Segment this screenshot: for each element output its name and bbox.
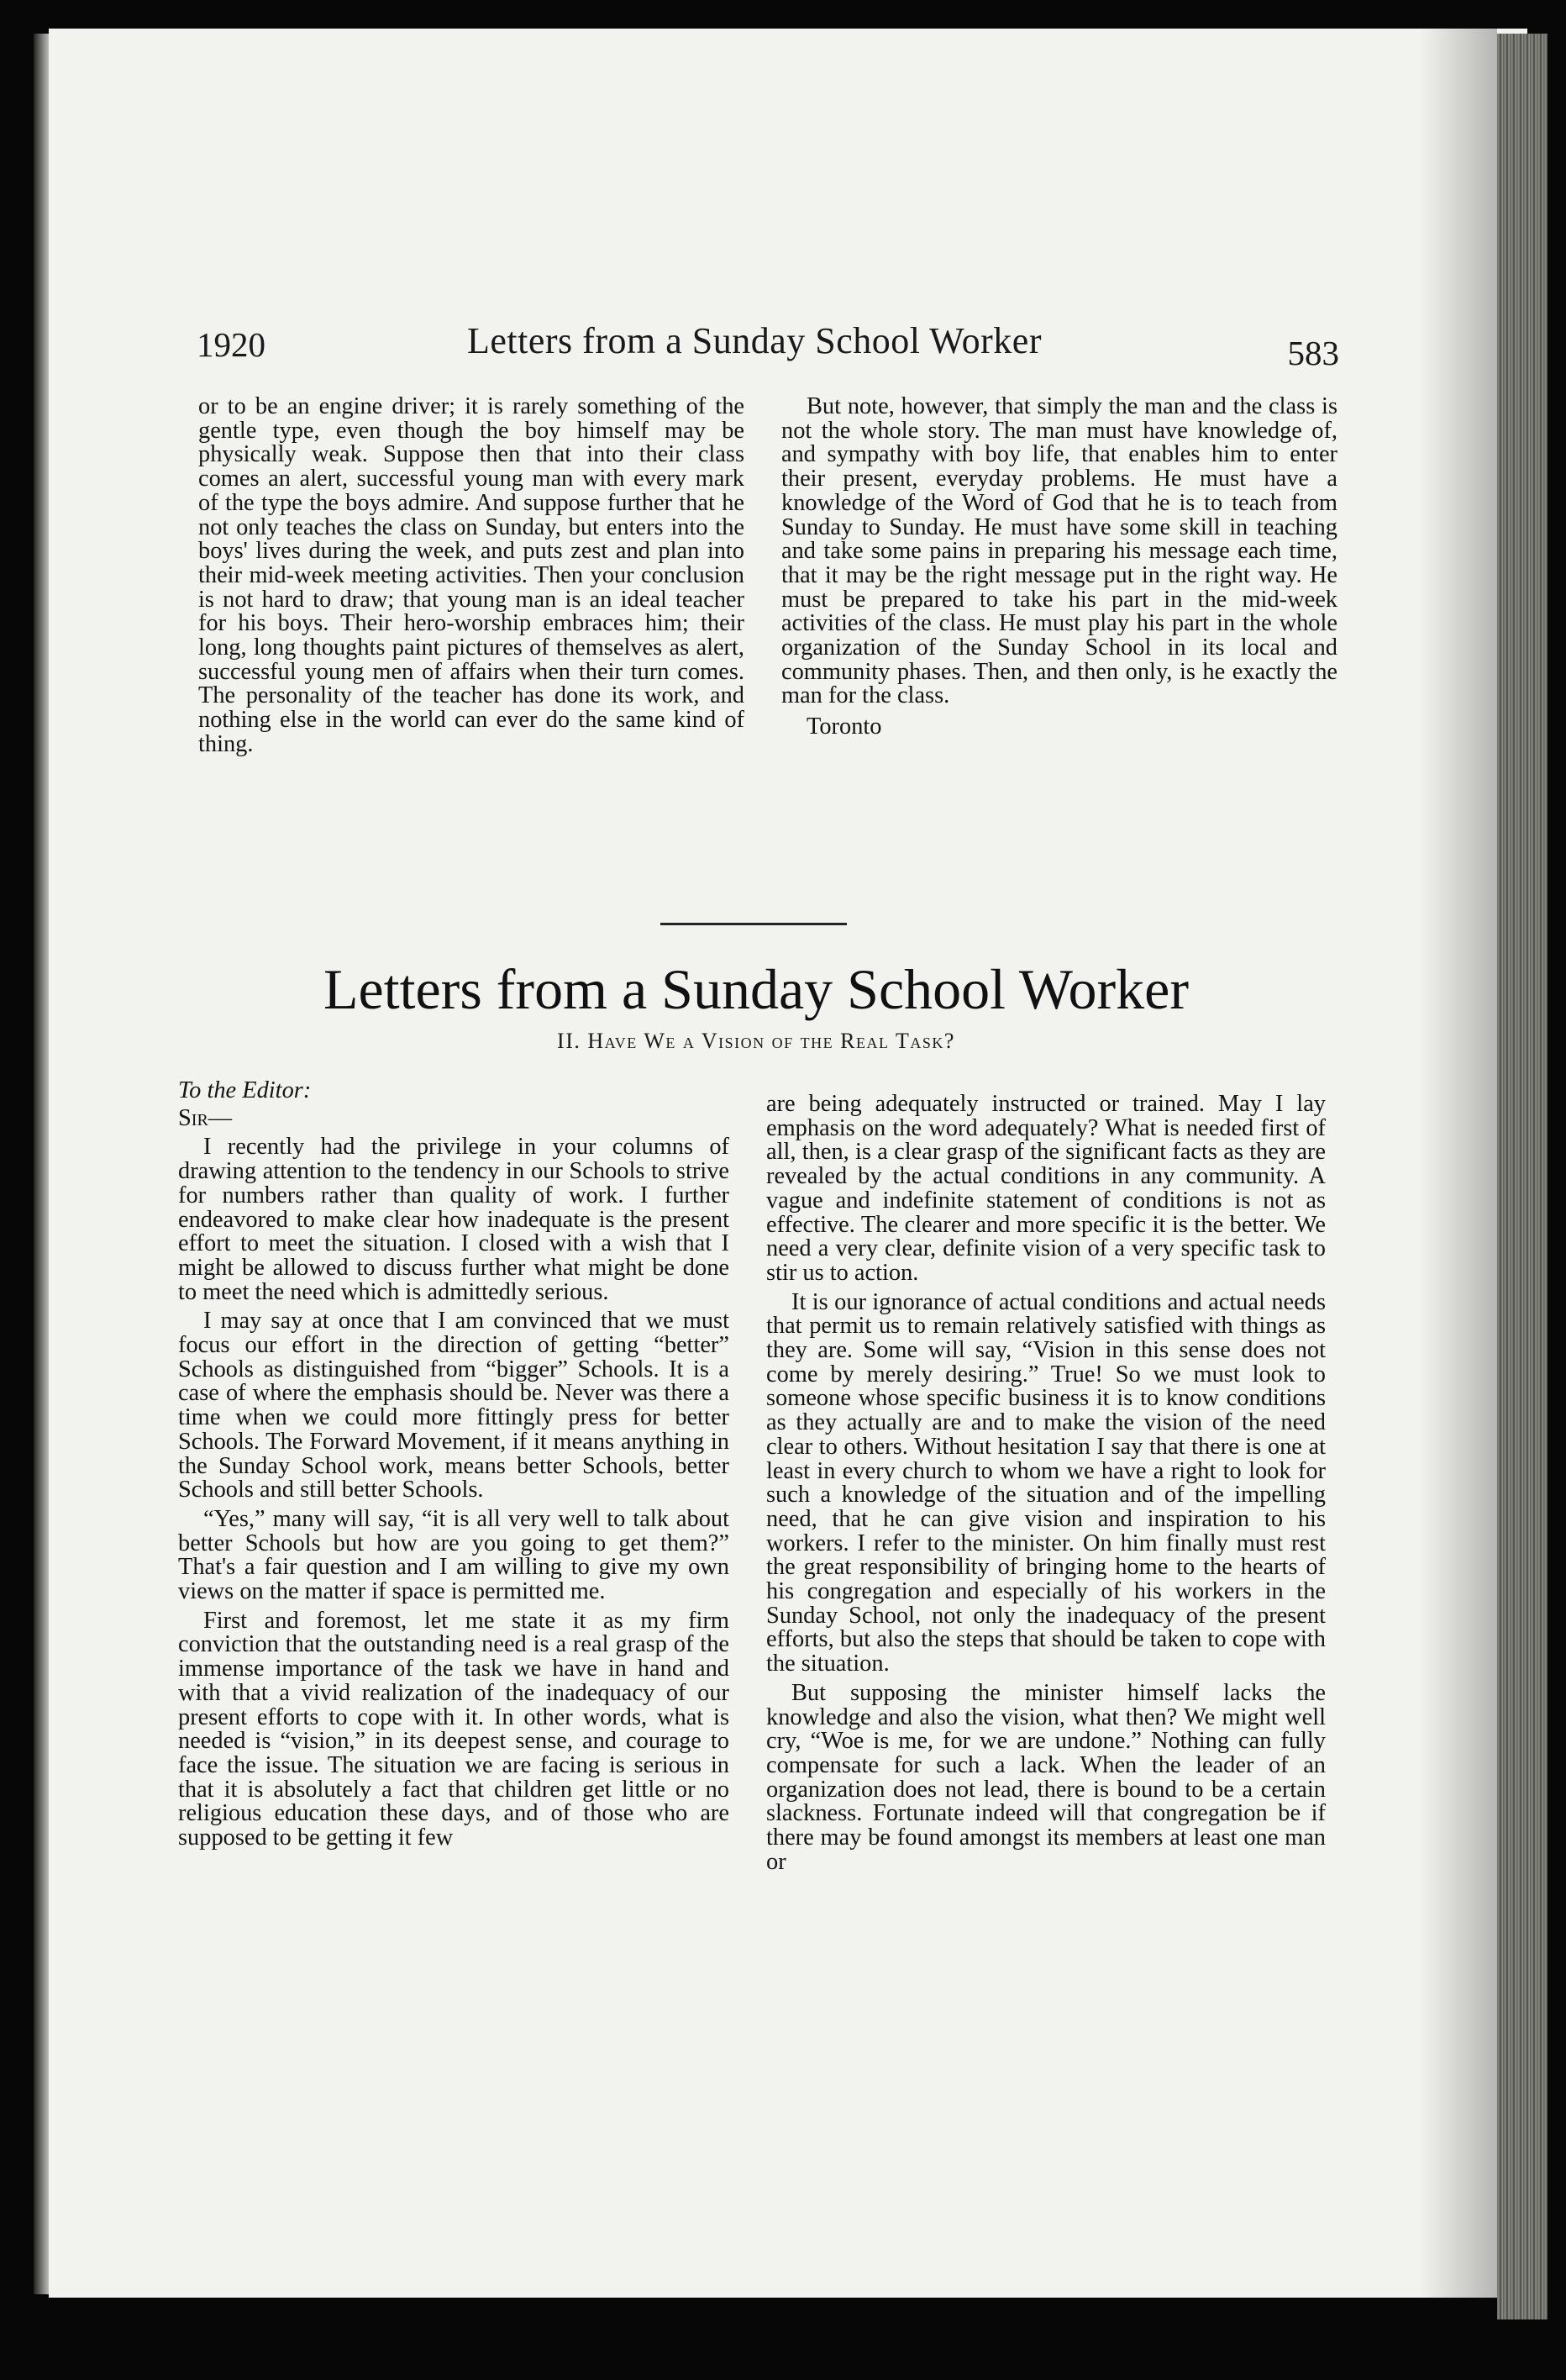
paragraph: I may say at once that I am convinced that we must focus our effort in the direction of getting “better” Schools as distinguished from “bigger” Schools. It is a case of where the emphasis should be. Never was there a time when we could more fittingly press for better Schools. The Forward Movement, if it means anything in the Sunday School work, means better Schools, better Schools and still better Schools. — [178, 1308, 729, 1503]
paragraph: “Yes,” many will say, “it is all very well to talk about better Schools but how are you going to get them?” That's a fair question and I am willing to give my own views on the matter if space is permitted me. — [178, 1505, 729, 1605]
signoff-location: Toronto — [807, 713, 882, 740]
paragraph: But supposing the minister himself lacks the knowledge and also the vision, what then? We might well cry, “Woe is me, for we are undone.” Nothing can fully compensate for such a lack. When the leader of an organization does not lead, there is bound to be a certain slackness. Fortunate indeed will that congregation be if there may be found amongst its members at least one man or — [766, 1679, 1326, 1875]
running-head — [197, 318, 1339, 376]
section-divider — [660, 923, 847, 925]
paragraph: or to be an engine driver; it is rarely something of the gentle type, even though the boy himself may be physically weak. Suppose then that into their class comes an alert, successful young man with every mark of the type the boys admire. And suppose further that he not only teaches the class on Sunday, but enters into the boys' lives during the week, and puts zest and plan into their mid-week meeting activities. Then your conclusion is not hard to draw; that young man is an ideal teacher for his boys. Their hero-worship embraces him; their long, long thoughts paint pictures of themselves as alert, successful young men of affairs when their turn comes. The personality of the teacher has done its work, and nothing else in the world can ever do the same kind of thing. — [198, 393, 744, 757]
article-left-column — [178, 1079, 729, 1851]
article-title: Letters from a Sunday School Worker — [323, 957, 1190, 1021]
running-head-title: Letters from a Sunday School Worker — [467, 320, 1042, 361]
page-edge-shadow — [1420, 29, 1497, 2298]
paragraph: are being adequately instructed or trained. May I lay emphasis on the word adequately? What is needed first of all, then, is a clear grasp of the significant facts as they are revealed by the actual conditions in any community. A vague and indefinite statement of conditions is not as effective. The clearer and more specific it is the better. We need a very clear, definite vision of a very specific task to stir us to action. — [766, 1091, 1326, 1286]
article-subtitle: II. Have We a Vision of the Real Task? — [557, 1029, 955, 1053]
book-fore-edge — [1497, 34, 1548, 2319]
greeting: Sir— — [178, 1104, 233, 1131]
salutation: To the Editor: — [178, 1077, 312, 1103]
paragraph: It is our ignorance of actual conditions and actual needs that permit us to remain relatively satisfied with things as they are. Some will say, “Vision in this sense does not come by merely desiring.” True! So we must look to someone whose specific business it is to know conditions as they actually are and to make the vision of the need clear to others. Without hesitation I say that there is one at least in every church to whom we have a right to look for such a knowledge of the situation and of the impelling need, that he can give vision and inspiration to his workers. I refer to the minister. On him finally must rest the great responsibility of bringing home to the hearts of his congregation and especially of his workers in the Sunday School, not only the inadequacy of the present efforts, but also the steps that should be taken to cope with the situation. — [766, 1288, 1326, 1677]
page-number: 583 — [1287, 334, 1339, 372]
article-right-column — [766, 1093, 1326, 1875]
paragraph: I recently had the privilege in your columns of drawing attention to the tendency in our Schools to strive for numbers rather than quality of work. I further endeavored to make clear how inadequate is the present effort to meet the situation. I closed with a wish that I might be allowed to discuss further what might be done to meet the need which is admittedly serious. — [178, 1134, 729, 1305]
paragraph: First and foremost, let me state it as my firm conviction that the outstanding need is a real grasp of the immense importance of the task we have in hand and with that a vivid realization of the inadequacy of our present efforts to cope with it. In other words, what is needed is “vision,” in its deepest sense, and courage to face the issue. The situation we are facing is serious in that it is absolutely a fact that children get little or no religious education these days, and of those who are supposed to be getting it few — [178, 1607, 729, 1851]
paragraph: But note, however, that simply the man and the class is not the whole story. The man must have knowledge of, and sympathy with boy life, that enables him to enter their present, everyday problems. He must have a knowledge of the Word of God that he is to teach from Sunday to Sunday. He must have some skill in teaching and take some pains in preparing his message each time, that it may be the right message put in the right way. He must be prepared to take his part in the mid-week activities of the class. He must play his part in the whole organization of the Sunday School in its local and community phases. Then, and then only, is he exactly the man for the class. — [781, 393, 1337, 709]
top-left-column — [198, 395, 744, 757]
running-head-year: 1920 — [197, 325, 265, 364]
top-right-column — [781, 395, 1337, 740]
